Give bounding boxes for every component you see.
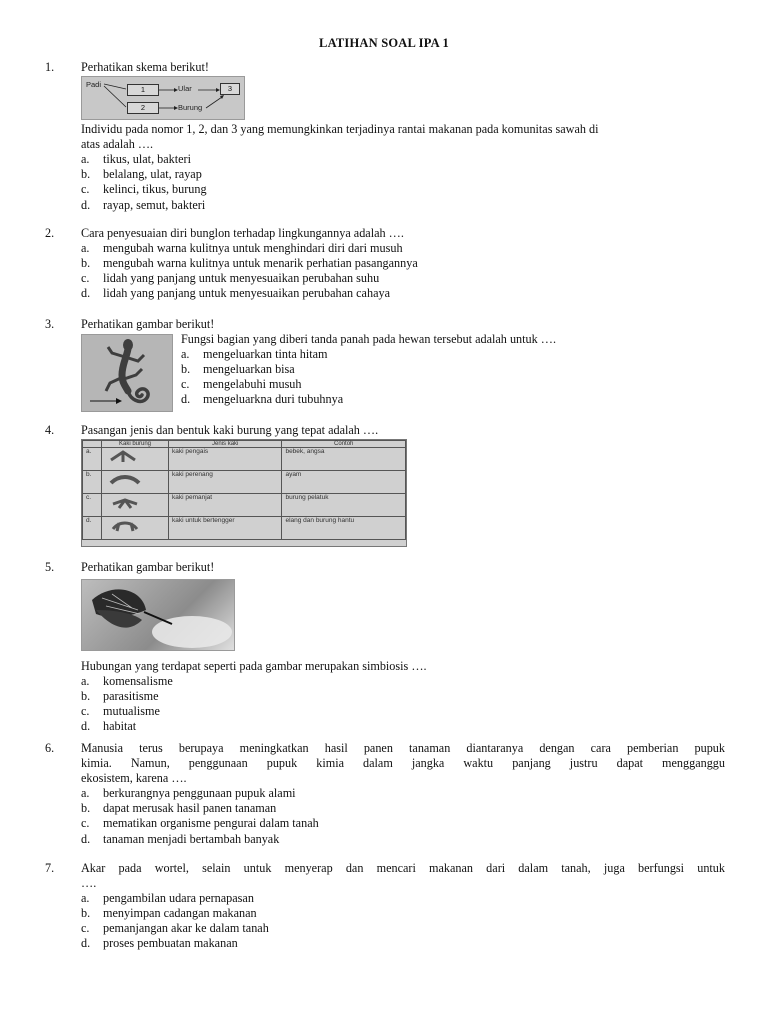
foot-image	[102, 517, 169, 540]
option-letter: d.	[181, 392, 191, 407]
question-content	[181, 332, 556, 407]
option-text: rayap, semut, bakteri	[103, 197, 206, 212]
page-title: LATIHAN SOAL IPA 1	[319, 36, 449, 50]
question-text-line: ekosistem, karena ….	[81, 771, 187, 786]
option-text: habitat	[103, 719, 137, 734]
question-7	[45, 861, 725, 952]
question-text-line: kimia. Namun, penggunaan pupuk kimia dalam jangka waktu panjang justru dapat mengganggu	[81, 756, 725, 771]
scheme-label-padi: Padi	[86, 80, 102, 90]
option-text: proses pembuatan makanan	[103, 936, 238, 951]
option-c[interactable]	[81, 921, 725, 936]
option-d[interactable]	[81, 936, 725, 951]
option-d[interactable]	[81, 286, 725, 301]
option-b[interactable]	[81, 689, 725, 704]
table-row	[83, 517, 406, 540]
foot-image	[102, 448, 169, 471]
option-text: komensalisme	[103, 674, 173, 689]
butterfly-flower-image	[81, 579, 235, 651]
option-c[interactable]	[181, 377, 556, 392]
option-a[interactable]	[81, 152, 725, 167]
option-a[interactable]	[181, 347, 556, 362]
option-d[interactable]	[181, 392, 556, 407]
option-b[interactable]	[181, 362, 556, 377]
question-number: 6.	[45, 741, 55, 755]
option-letter: a.	[81, 152, 90, 167]
row-contoh: ayam	[282, 471, 406, 494]
option-a[interactable]	[81, 241, 725, 256]
question-text-line: Individu pada nomor 1, 2, dan 3 yang memungkinkan terjadinya rantai makanan pada komunitas sawah di	[81, 122, 599, 137]
option-letter: c.	[81, 816, 90, 831]
option-c[interactable]	[81, 704, 725, 719]
row-letter: b.	[83, 471, 102, 494]
option-text: belalang, ulat, rayap	[103, 167, 202, 182]
option-b[interactable]	[81, 256, 725, 271]
option-letter: c.	[81, 271, 90, 286]
gecko-image	[81, 334, 173, 412]
option-letter: b.	[81, 167, 91, 182]
option-text: tanaman menjadi bertambah banyak	[103, 831, 280, 846]
option-letter: c.	[81, 704, 90, 719]
row-letter: d.	[83, 517, 102, 540]
table-header: Kaki burung	[102, 441, 169, 448]
option-text: mengubah warna kulitnya untuk menghindari diri dari musuh	[103, 241, 403, 256]
question-5	[45, 560, 725, 735]
option-letter: b.	[81, 256, 91, 271]
option-text: tikus, ulat, bakteri	[103, 152, 192, 167]
scheme-label-ular: Ular	[178, 84, 192, 94]
gecko-icon	[82, 335, 172, 411]
bird-foot-icon	[105, 494, 145, 510]
bird-foot-icon	[105, 517, 145, 533]
row-letter: c.	[83, 494, 102, 517]
table-header-row	[83, 441, 406, 448]
question-number: 5.	[45, 560, 55, 574]
option-letter: c.	[81, 921, 90, 936]
row-contoh: elang dan burung hantu	[282, 517, 406, 540]
option-letter: b.	[181, 362, 191, 377]
row-contoh: burung pelatuk	[282, 494, 406, 517]
option-a[interactable]	[81, 891, 725, 906]
table-row	[83, 494, 406, 517]
option-b[interactable]	[81, 167, 725, 182]
option-letter: d.	[81, 286, 91, 301]
table-row	[83, 471, 406, 494]
option-letter: a.	[81, 674, 90, 689]
option-text: mengeluarkna duri tubuhnya	[203, 392, 344, 407]
question-1	[45, 60, 725, 213]
option-text: dapat merusak hasil panen tanaman	[103, 801, 277, 816]
option-letter: d.	[81, 936, 91, 951]
question-number: 4.	[45, 423, 55, 437]
option-letter: a.	[181, 347, 190, 362]
row-contoh: bebek, angsa	[282, 448, 406, 471]
option-text: berkurangnya penggunaan pupuk alami	[103, 786, 296, 801]
option-d[interactable]	[81, 719, 725, 734]
question-text: Cara penyesuaian diri bunglon terhadap lingkungannya adalah ….	[81, 226, 404, 240]
question-6	[45, 741, 725, 847]
option-text: menyimpan cadangan makanan	[103, 906, 257, 921]
question-text: Fungsi bagian yang diberi tanda panah pada hewan tersebut adalah untuk ….	[181, 332, 556, 347]
question-intro: Perhatikan gambar berikut!	[81, 317, 215, 331]
option-letter: c.	[181, 377, 190, 392]
bird-foot-icon	[105, 471, 145, 487]
question-text-line: atas adalah ….	[81, 137, 154, 152]
question-text-line: Manusia terus berupaya meningkatkan hasil panen tanaman diantaranya dengan cara pemberian pupuk	[81, 741, 725, 755]
table-header: Contoh	[282, 441, 406, 448]
scheme-box-2: 2	[127, 102, 159, 114]
option-letter: a.	[81, 891, 90, 906]
option-text: lidah yang panjang untuk menyesuaikan perubahan suhu	[103, 271, 380, 286]
option-b[interactable]	[81, 801, 725, 816]
option-letter: d.	[81, 197, 91, 212]
question-figure-row	[81, 332, 725, 412]
option-c[interactable]	[81, 182, 725, 197]
row-letter: a.	[83, 448, 102, 471]
question-number: 3.	[45, 317, 55, 331]
question-intro: Perhatikan gambar berikut!	[81, 560, 215, 574]
option-letter: d.	[81, 831, 91, 846]
question-number: 1.	[45, 60, 55, 74]
option-text: mengelabuhi musuh	[203, 377, 302, 392]
option-text: mengeluarkan bisa	[203, 362, 295, 377]
foot-image	[102, 471, 169, 494]
option-d[interactable]	[81, 832, 725, 847]
scheme-box-1: 1	[127, 84, 159, 96]
butterfly-icon	[82, 580, 234, 650]
question-text-line: ….	[81, 876, 97, 891]
option-text: kelinci, tikus, burung	[103, 182, 207, 197]
scheme-label-burung: Burung	[178, 103, 203, 113]
option-text: pengambilan udara pernapasan	[103, 891, 254, 906]
option-text: mutualisme	[103, 704, 160, 719]
option-text: pemanjangan akar ke dalam tanah	[103, 921, 269, 936]
row-jenis: kaki pemanjat	[169, 494, 282, 517]
question-text-line: Akar pada wortel, selain untuk menyerap dan mencari makanan dari dalam tanah, juga berfungsi untuk	[81, 861, 725, 875]
option-text: mengubah warna kulitnya untuk menarik perhatian pasangannya	[103, 256, 418, 271]
option-letter: a.	[81, 786, 90, 801]
option-a[interactable]	[81, 786, 725, 801]
question-text: Pasangan jenis dan bentuk kaki burung yang tepat adalah ….	[81, 423, 379, 437]
row-jenis: kaki untuk bertengger	[169, 517, 282, 540]
scheme-box-3: 3	[220, 83, 240, 95]
table-header-empty	[83, 441, 102, 448]
question-3	[45, 317, 725, 412]
option-letter: d.	[81, 719, 91, 734]
food-chain-scheme	[81, 76, 245, 120]
table-header: Jenis kaki	[169, 441, 282, 448]
foot-image	[102, 494, 169, 517]
option-a[interactable]	[81, 674, 725, 689]
row-jenis: kaki pengais	[169, 448, 282, 471]
question-intro: Perhatikan skema berikut!	[81, 60, 209, 74]
question-2	[45, 226, 725, 301]
question-4	[45, 423, 725, 547]
option-letter: a.	[81, 241, 90, 256]
bird-feet-table-image	[81, 439, 407, 547]
option-letter: b.	[81, 801, 91, 816]
option-letter: b.	[81, 906, 91, 921]
option-c[interactable]	[81, 271, 725, 286]
question-number: 2.	[45, 226, 55, 240]
option-b[interactable]	[81, 906, 725, 921]
bird-foot-icon	[105, 448, 145, 464]
option-d[interactable]	[81, 198, 725, 213]
option-letter: b.	[81, 689, 91, 704]
bird-feet-table	[82, 440, 406, 540]
option-text: parasitisme	[103, 689, 159, 704]
option-c[interactable]	[81, 816, 725, 831]
table-row	[83, 448, 406, 471]
option-letter: c.	[81, 182, 90, 197]
option-text: lidah yang panjang untuk menyesuaikan perubahan cahaya	[103, 286, 390, 301]
question-number: 7.	[45, 861, 55, 875]
option-text: mengeluarkan tinta hitam	[203, 347, 328, 362]
question-text: Hubungan yang terdapat seperti pada gambar merupakan simbiosis ….	[81, 659, 427, 674]
row-jenis: kaki perenang	[169, 471, 282, 494]
option-text: mematikan organisme pengurai dalam tanah	[103, 816, 319, 831]
